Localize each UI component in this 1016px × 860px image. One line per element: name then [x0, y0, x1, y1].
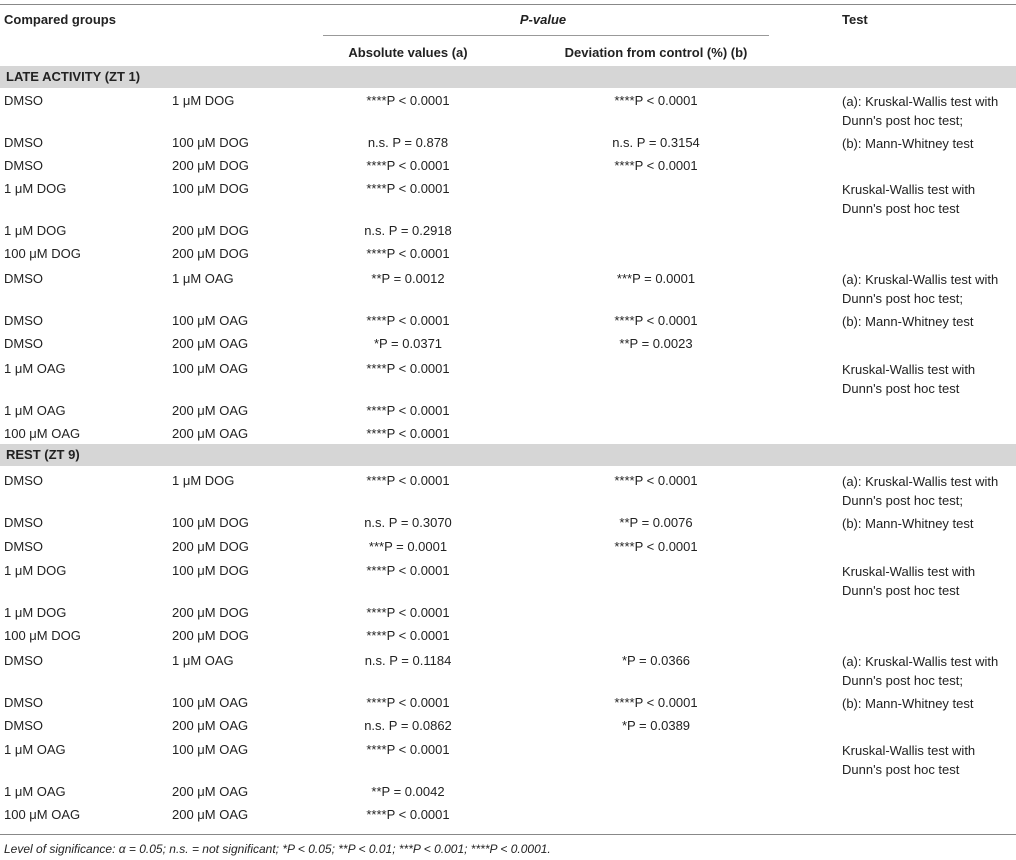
- group-2-cell: 200 μM OAG: [172, 336, 249, 351]
- absolute-p-cell: n.s. P = 0.1184: [364, 653, 452, 668]
- absolute-p-cell: ****P < 0.0001: [366, 313, 450, 328]
- absolute-p-cell: ****P < 0.0001: [366, 426, 450, 441]
- deviation-p-cell: ****P < 0.0001: [614, 313, 698, 328]
- p-value-rule: [323, 35, 769, 36]
- deviation-p-cell: ****P < 0.0001: [614, 539, 698, 554]
- absolute-p-cell: n.s. P = 0.3070: [364, 515, 452, 530]
- group-2-cell: 200 μM DOG: [172, 158, 249, 173]
- absolute-p-cell: ****P < 0.0001: [366, 361, 450, 376]
- test-cell-line: Kruskal-Wallis test with: [842, 564, 976, 579]
- test-cell-line: Kruskal-Wallis test with: [842, 362, 976, 377]
- absolute-p-cell: **P = 0.0012: [371, 271, 445, 286]
- group-1-cell: 100 μM DOG: [4, 628, 81, 643]
- absolute-p-cell: **P = 0.0042: [371, 784, 445, 799]
- section-title: REST (ZT 9): [6, 447, 80, 462]
- absolute-p-cell: ****P < 0.0001: [366, 695, 450, 710]
- group-1-cell: DMSO: [4, 336, 43, 351]
- group-1-cell: 1 μM OAG: [4, 742, 66, 757]
- header-deviation: Deviation from control (%) (b): [564, 45, 748, 60]
- test-cell-line: (a): Kruskal-Wallis test with: [842, 654, 999, 669]
- absolute-p-cell: n.s. P = 0.2918: [364, 223, 452, 238]
- absolute-p-cell: n.s. P = 0.0862: [364, 718, 452, 733]
- absolute-p-cell: ****P < 0.0001: [366, 807, 450, 822]
- test-cell-line: (a): Kruskal-Wallis test with: [842, 272, 999, 287]
- deviation-p-cell: *P = 0.0389: [621, 718, 691, 733]
- group-2-cell: 100 μM OAG: [172, 313, 249, 328]
- test-cell-line: (b): Mann-Whitney test: [842, 136, 974, 151]
- absolute-p-cell: n.s. P = 0.878: [367, 135, 449, 150]
- section-header: [0, 66, 1016, 88]
- footnote: Level of significance: α = 0.05; n.s. = not significant; *P < 0.05; **P < 0.01; ***P < 0.001; ****P < 0.0001.: [4, 842, 551, 856]
- bottom-rule: [0, 834, 1016, 835]
- deviation-p-cell: **P = 0.0076: [619, 515, 693, 530]
- group-2-cell: 100 μM DOG: [172, 181, 249, 196]
- group-1-cell: 1 μM OAG: [4, 361, 66, 376]
- group-2-cell: 1 μM DOG: [172, 473, 235, 488]
- group-2-cell: 200 μM DOG: [172, 628, 249, 643]
- absolute-p-cell: ***P = 0.0001: [368, 539, 448, 554]
- group-2-cell: 200 μM OAG: [172, 784, 249, 799]
- group-2-cell: 200 μM OAG: [172, 426, 249, 441]
- test-cell-line: Kruskal-Wallis test with: [842, 182, 976, 197]
- group-1-cell: 1 μM DOG: [4, 563, 67, 578]
- absolute-p-cell: ****P < 0.0001: [366, 246, 450, 261]
- group-2-cell: 200 μM OAG: [172, 403, 249, 418]
- test-cell-line: Kruskal-Wallis test with: [842, 743, 976, 758]
- group-2-cell: 200 μM DOG: [172, 539, 249, 554]
- group-2-cell: 100 μM DOG: [172, 563, 249, 578]
- test-cell-line: Dunn's post hoc test;: [842, 673, 963, 688]
- group-2-cell: 100 μM DOG: [172, 135, 249, 150]
- test-cell-line: Dunn's post hoc test: [842, 762, 960, 777]
- group-1-cell: DMSO: [4, 515, 43, 530]
- deviation-p-cell: ****P < 0.0001: [614, 93, 698, 108]
- group-1-cell: DMSO: [4, 653, 43, 668]
- deviation-p-cell: ****P < 0.0001: [614, 695, 698, 710]
- test-cell-line: (b): Mann-Whitney test: [842, 516, 974, 531]
- deviation-p-cell: ****P < 0.0001: [614, 158, 698, 173]
- test-cell-line: (a): Kruskal-Wallis test with: [842, 94, 999, 109]
- group-1-cell: 1 μM DOG: [4, 605, 67, 620]
- group-1-cell: 100 μM OAG: [4, 426, 81, 441]
- header-absolute-values: Absolute values (a): [348, 45, 468, 60]
- test-cell-line: Dunn's post hoc test: [842, 201, 960, 216]
- header-compared-groups: Compared groups: [4, 12, 116, 27]
- group-1-cell: DMSO: [4, 135, 43, 150]
- absolute-p-cell: ****P < 0.0001: [366, 628, 450, 643]
- group-1-cell: DMSO: [4, 718, 43, 733]
- absolute-p-cell: ****P < 0.0001: [366, 563, 450, 578]
- absolute-p-cell: ****P < 0.0001: [366, 742, 450, 757]
- group-2-cell: 200 μM OAG: [172, 718, 249, 733]
- header-p-value: P-value: [519, 12, 567, 27]
- deviation-p-cell: *P = 0.0366: [621, 653, 691, 668]
- absolute-p-cell: ****P < 0.0001: [366, 403, 450, 418]
- absolute-p-cell: ****P < 0.0001: [366, 181, 450, 196]
- group-2-cell: 200 μM OAG: [172, 807, 249, 822]
- group-1-cell: 100 μM DOG: [4, 246, 81, 261]
- group-1-cell: 1 μM OAG: [4, 403, 66, 418]
- group-2-cell: 100 μM OAG: [172, 361, 249, 376]
- group-2-cell: 100 μM OAG: [172, 695, 249, 710]
- test-cell-line: Dunn's post hoc test: [842, 381, 960, 396]
- deviation-p-cell: ****P < 0.0001: [614, 473, 698, 488]
- top-rule: [0, 4, 1016, 5]
- header-test: Test: [842, 12, 868, 27]
- group-1-cell: 100 μM OAG: [4, 807, 81, 822]
- absolute-p-cell: ****P < 0.0001: [366, 473, 450, 488]
- group-2-cell: 100 μM OAG: [172, 742, 249, 757]
- deviation-p-cell: **P = 0.0023: [619, 336, 693, 351]
- group-2-cell: 200 μM DOG: [172, 246, 249, 261]
- section-title: LATE ACTIVITY (ZT 1): [6, 69, 141, 84]
- group-1-cell: DMSO: [4, 271, 43, 286]
- group-1-cell: 1 μM DOG: [4, 223, 67, 238]
- group-1-cell: 1 μM OAG: [4, 784, 66, 799]
- test-cell-line: Dunn's post hoc test;: [842, 113, 963, 128]
- group-1-cell: DMSO: [4, 695, 43, 710]
- group-2-cell: 200 μM DOG: [172, 605, 249, 620]
- group-1-cell: 1 μM DOG: [4, 181, 67, 196]
- test-cell-line: Dunn's post hoc test;: [842, 291, 963, 306]
- test-cell-line: (b): Mann-Whitney test: [842, 696, 974, 711]
- group-1-cell: DMSO: [4, 473, 43, 488]
- deviation-p-cell: ***P = 0.0001: [616, 271, 696, 286]
- group-2-cell: 200 μM DOG: [172, 223, 249, 238]
- group-1-cell: DMSO: [4, 158, 43, 173]
- section-header: [0, 444, 1016, 466]
- group-2-cell: 1 μM OAG: [172, 653, 234, 668]
- deviation-p-cell: n.s. P = 0.3154: [612, 135, 700, 150]
- group-2-cell: 1 μM OAG: [172, 271, 234, 286]
- absolute-p-cell: *P = 0.0371: [373, 336, 443, 351]
- group-2-cell: 1 μM DOG: [172, 93, 235, 108]
- group-2-cell: 100 μM DOG: [172, 515, 249, 530]
- test-cell-line: Dunn's post hoc test: [842, 583, 960, 598]
- test-cell-line: (a): Kruskal-Wallis test with: [842, 474, 999, 489]
- group-1-cell: DMSO: [4, 313, 43, 328]
- absolute-p-cell: ****P < 0.0001: [366, 93, 450, 108]
- group-1-cell: DMSO: [4, 93, 43, 108]
- absolute-p-cell: ****P < 0.0001: [366, 605, 450, 620]
- test-cell-line: (b): Mann-Whitney test: [842, 314, 974, 329]
- absolute-p-cell: ****P < 0.0001: [366, 158, 450, 173]
- group-1-cell: DMSO: [4, 539, 43, 554]
- test-cell-line: Dunn's post hoc test;: [842, 493, 963, 508]
